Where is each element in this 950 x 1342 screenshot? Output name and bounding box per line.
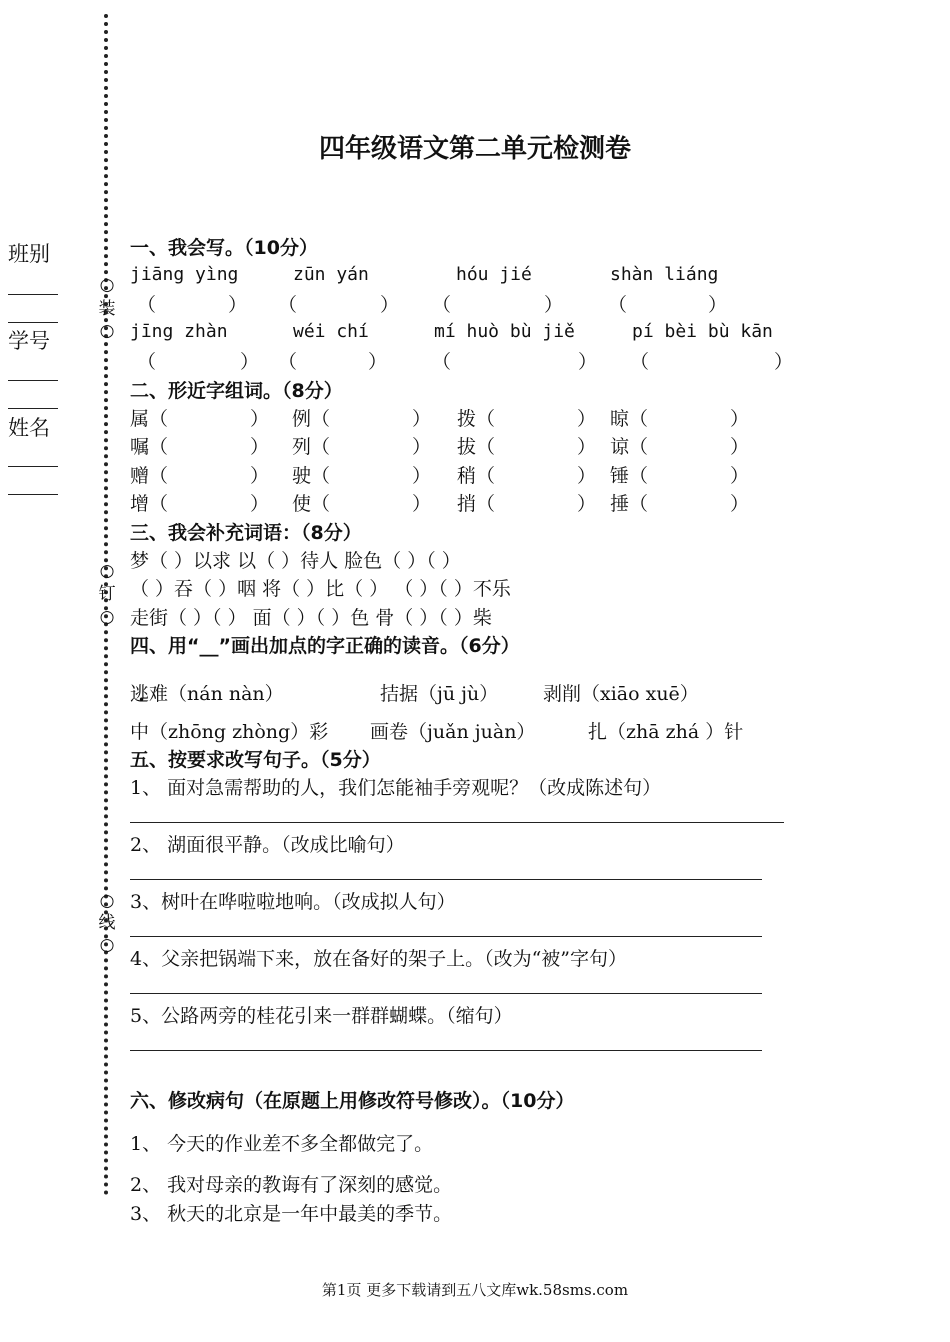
- similar-char-item: [292, 489, 330, 516]
- answer-close: ）: [412, 465, 432, 487]
- similar-char-item: [610, 461, 648, 488]
- answer-open: （: [149, 408, 169, 430]
- class-label: 班别: [8, 242, 50, 266]
- similar-char: 捎: [457, 493, 477, 515]
- similar-char-item: [457, 489, 495, 516]
- similar-char-item: [130, 489, 168, 516]
- circle-mark: ○: [99, 935, 115, 955]
- answer-close: ）: [250, 493, 270, 515]
- reading-item: 扎（zhā zhá ）针: [588, 721, 744, 743]
- similar-char: 列: [292, 436, 312, 458]
- name-blank: [8, 466, 58, 467]
- binding-xian: 线: [98, 913, 116, 933]
- name-blank-2: [8, 494, 58, 495]
- answer-close: ）: [368, 351, 388, 373]
- answer-open: （: [432, 294, 452, 316]
- similar-char: 使: [292, 493, 312, 515]
- sentence-item: 3、 秋天的北京是一年中最美的季节。: [130, 1203, 453, 1225]
- answer-open: （: [629, 436, 649, 458]
- answer-open: （: [629, 465, 649, 487]
- answer-close: ）: [250, 436, 270, 458]
- answer-open: （: [476, 408, 496, 430]
- reading-item: 画卷（juǎn juàn）: [370, 721, 536, 743]
- answer-open: （: [630, 351, 650, 373]
- answer-line[interactable]: [130, 993, 762, 994]
- pinyin: wéi chí: [293, 321, 369, 342]
- answer-open: （: [629, 493, 649, 515]
- similar-char-item: [130, 432, 168, 459]
- answer-close: ）: [250, 408, 270, 430]
- circle-mark: ○: [99, 321, 115, 341]
- rewrite-item: 5、公路两旁的桂花引来一群群蝴蝶。（缩句）: [130, 1005, 513, 1027]
- answer-close: ）: [577, 465, 597, 487]
- answer-open: （: [311, 408, 331, 430]
- rewrite-item: 4、父亲把锅端下来，放在备好的架子上。（改为“被”字句）: [130, 948, 628, 970]
- similar-char-item: [457, 432, 495, 459]
- idiom-line: 梦（ ）以求 以（ ）待人 脸色（ ）（ ）: [130, 550, 461, 572]
- similar-char: 增: [130, 493, 150, 515]
- similar-char: 拨: [457, 408, 477, 430]
- pinyin: zūn yán: [293, 264, 369, 285]
- answer-close: ）: [774, 351, 794, 373]
- answer-close: ）: [544, 294, 564, 316]
- circle-mark: ○: [99, 275, 115, 295]
- idiom-line: 走街（ ）（ ） 面（ ）（ ）色 骨（ ）（ ）柴: [130, 607, 492, 629]
- similar-char: 锤: [610, 465, 630, 487]
- answer-open: （: [149, 493, 169, 515]
- pinyin: pí bèi bù kān: [632, 321, 773, 342]
- answer-open: （: [137, 294, 157, 316]
- similar-char: 例: [292, 408, 312, 430]
- circle-mark: ○: [99, 607, 115, 627]
- page-footer: 第1页 更多下载请到五八文库wk.58sms.com: [321, 1281, 629, 1299]
- answer-line[interactable]: [130, 936, 762, 937]
- answer-open: （: [137, 351, 157, 373]
- answer-open: （: [311, 493, 331, 515]
- similar-char: 晾: [610, 408, 630, 430]
- reading-item: 中（zhōng zhòng）彩: [130, 721, 329, 743]
- answer-close: ）: [228, 294, 248, 316]
- id-blank-2: [8, 408, 58, 409]
- answer-open: （: [476, 493, 496, 515]
- answer-close: ）: [578, 351, 598, 373]
- name-label: 姓名: [8, 416, 50, 440]
- similar-char-item: [457, 461, 495, 488]
- binding-ding: 钉: [98, 584, 116, 604]
- answer-open: （: [629, 408, 649, 430]
- answer-open: （: [476, 436, 496, 458]
- student-id-label: 学号: [8, 329, 50, 353]
- reading-item: 逃难（nán nàn） •: [130, 679, 950, 706]
- answer-close: ）: [412, 408, 432, 430]
- answer-close: ）: [577, 493, 597, 515]
- id-blank: [8, 380, 58, 381]
- answer-line[interactable]: [130, 822, 784, 823]
- page-title: 四年级语文第二单元检测卷: [318, 134, 631, 164]
- circle-mark: ○: [99, 891, 115, 911]
- answer-close: ）: [412, 436, 432, 458]
- answer-close: ）: [730, 465, 750, 487]
- circle-mark: ○: [99, 561, 115, 581]
- answer-open: （: [149, 436, 169, 458]
- similar-char-item: [292, 432, 330, 459]
- similar-char: 捶: [610, 493, 630, 515]
- sentence-item: 1、 今天的作业差不多全都做完了。: [130, 1133, 434, 1155]
- similar-char-item: [292, 461, 330, 488]
- section3-heading: 三、我会补充词语：（8分）: [130, 522, 362, 544]
- similar-char: 谅: [610, 436, 630, 458]
- similar-char: 拔: [457, 436, 477, 458]
- answer-line[interactable]: [130, 1050, 762, 1051]
- similar-char-item: [610, 489, 648, 516]
- answer-open: （: [476, 465, 496, 487]
- binding-dotted-line: [104, 14, 108, 1196]
- section2-heading: 二、形近字组词。（8分）: [130, 380, 343, 402]
- answer-close: ）: [577, 408, 597, 430]
- rewrite-item: 3、树叶在哗啦啦地响。（改成拟人句）: [130, 891, 456, 913]
- answer-open: （: [278, 294, 298, 316]
- answer-close: ）: [730, 493, 750, 515]
- similar-char-item: [457, 404, 495, 431]
- pinyin: shàn liáng: [610, 264, 719, 285]
- similar-char-item: [130, 404, 168, 431]
- similar-char-item: [610, 432, 648, 459]
- similar-char: 嘱: [130, 436, 150, 458]
- similar-char: 赠: [130, 465, 150, 487]
- section6-heading: 六、修改病句（在原题上用修改符号修改）。（10分）: [130, 1090, 575, 1112]
- similar-char-item: [130, 461, 168, 488]
- answer-open: （: [149, 465, 169, 487]
- answer-close: ）: [730, 408, 750, 430]
- answer-close: ）: [412, 493, 432, 515]
- rewrite-item: 1、 面对急需帮助的人，我们怎能袖手旁观呢？（改成陈述句）: [130, 777, 662, 799]
- idiom-line: （ ）吞（ ）咽 将（ ）比（ ） （ ）（ ）不乐: [130, 578, 511, 600]
- reading-item: 剥削（xiāo xuē）: [543, 683, 699, 705]
- answer-open: （: [311, 465, 331, 487]
- answer-close: ）: [730, 436, 750, 458]
- class-blank-2: [8, 322, 58, 323]
- section4-heading: 四、用“__”画出加点的字正确的读音。（6分）: [130, 635, 520, 657]
- pinyin: jiāng yìng: [130, 264, 239, 285]
- similar-char: 稍: [457, 465, 477, 487]
- section1-heading: 一、我会写。（10分）: [130, 237, 318, 259]
- pinyin: jīng zhàn: [130, 321, 228, 342]
- answer-close: ）: [380, 294, 400, 316]
- binding-zhuang: 装: [98, 299, 116, 319]
- sentence-item: 2、 我对母亲的教诲有了深刻的感觉。: [130, 1174, 453, 1196]
- answer-open: （: [278, 351, 298, 373]
- answer-close: ）: [240, 351, 260, 373]
- answer-open: （: [311, 436, 331, 458]
- reading-item: 拮据（jū jù）: [380, 683, 499, 705]
- rewrite-item: 2、 湖面很平静。（改成比喻句）: [130, 834, 405, 856]
- similar-char: 驶: [292, 465, 312, 487]
- similar-char: 属: [130, 408, 150, 430]
- similar-char-item: [610, 404, 648, 431]
- answer-close: ）: [708, 294, 728, 316]
- answer-close: ）: [577, 436, 597, 458]
- answer-close: ）: [250, 465, 270, 487]
- similar-char-item: [292, 404, 330, 431]
- pinyin: hóu jié: [456, 264, 532, 285]
- pinyin: mí huò bù jiě: [434, 321, 575, 342]
- answer-line[interactable]: [130, 879, 762, 880]
- class-blank: [8, 294, 58, 295]
- answer-open: （: [432, 351, 452, 373]
- section5-heading: 五、按要求改写句子。（5分）: [130, 749, 381, 771]
- answer-open: （: [608, 294, 628, 316]
